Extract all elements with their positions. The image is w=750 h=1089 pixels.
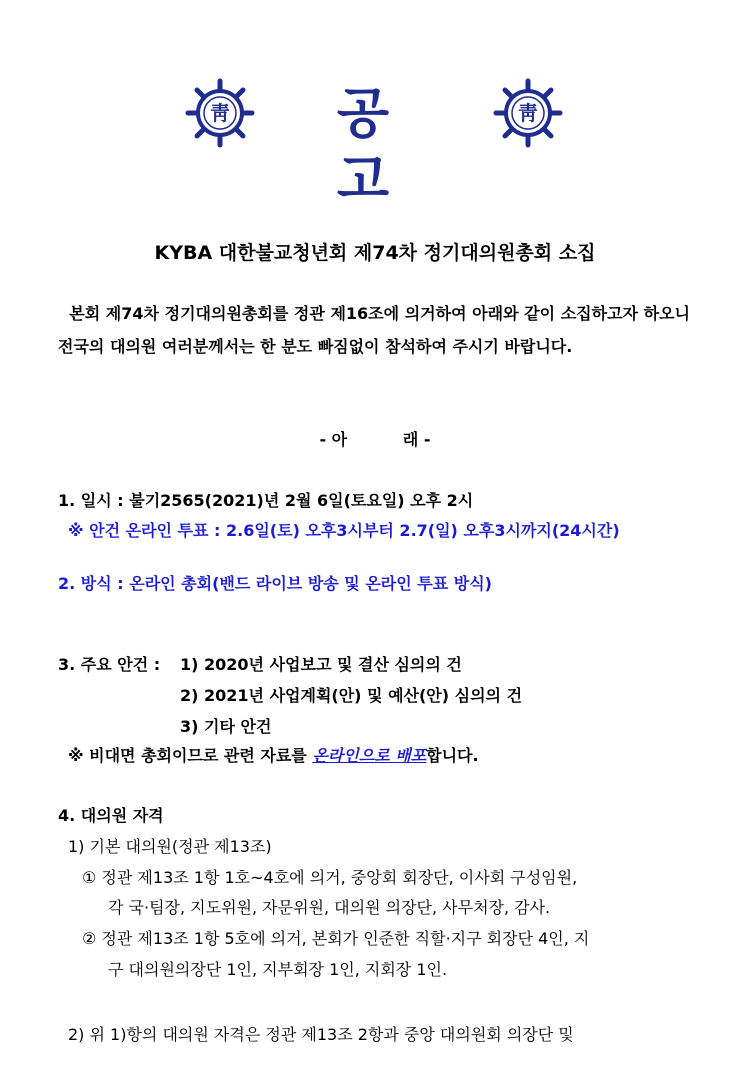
document-title: KYBA 대한불교청년회 제74차 정기대의원총회 소집 [154, 242, 596, 264]
qualification-heading: 4. 대의원 자격 [58, 806, 164, 825]
svg-text:靑: 靑 [210, 101, 230, 125]
below-heading: - 아 래 - [319, 430, 431, 449]
item-agenda-label: 3. 주요 안건 : [58, 655, 161, 674]
intro-paragraph: 본회 제74차 정기대의원총회를 정관 제16조에 의거하여 아래와 같이 소집하고자 하오니 전국의 대의원 여러분께서는 한 분도 빠짐없이 참석하여 주시기 바랍니다. [58, 304, 690, 356]
qualification-basic-a: ① 정관 제13조 1항 1호~4호에 의거, 중앙회 회장단, 이사회 구성임원, [82, 868, 578, 887]
item-date: 1. 일시 : 불기2565(2021)년 2월 6일(토요일) 오후 2시 [58, 491, 474, 510]
item-method: 2. 방식 : 온라인 총회(밴드 라이브 방송 및 온라인 투표 방식) [58, 574, 492, 593]
qualification-note: 2) 위 1)항의 대의원 자격은 정관 제13조 2항과 중앙 대의원회 의장단 및 [68, 1025, 574, 1044]
qualification-basic: 1) 기본 대의원(정관 제13조) [68, 837, 272, 856]
agenda-item: 1) 2020년 사업보고 및 결산 심의의 건 [180, 655, 462, 674]
header [0, 78, 750, 211]
svg-text:靑: 靑 [518, 101, 538, 125]
left-emblem-icon [185, 78, 255, 148]
agenda-note: ※ 비대면 총회이므로 관련 자료를 온라인으로 배포합니다. [68, 746, 479, 765]
agenda-item: 3) 기타 안건 [180, 717, 272, 736]
item-date-note: ※ 안건 온라인 투표 : 2.6일(토) 오후3시부터 2.7(일) 오후3시까지(24시간) [68, 521, 620, 540]
agenda-item: 2) 2021년 사업계획(안) 및 예산(안) 심의의 건 [180, 686, 523, 705]
page-title: 공 고 [336, 81, 414, 211]
qualification-basic-a-cont: 각 국·팀장, 지도위원, 자문위원, 대의원 의장단, 사무처장, 감사. [108, 898, 551, 917]
qualification-basic-b: ② 정관 제13조 1항 5호에 의거, 본회가 인준한 직할·지구 회장단 4인, 지 [82, 929, 590, 948]
right-emblem-icon [493, 78, 563, 148]
online-distribution-link[interactable]: 온라인으로 배포 [312, 746, 427, 765]
qualification-basic-b-cont: 구 대의원의장단 1인, 지부회장 1인, 지회장 1인. [108, 960, 448, 979]
